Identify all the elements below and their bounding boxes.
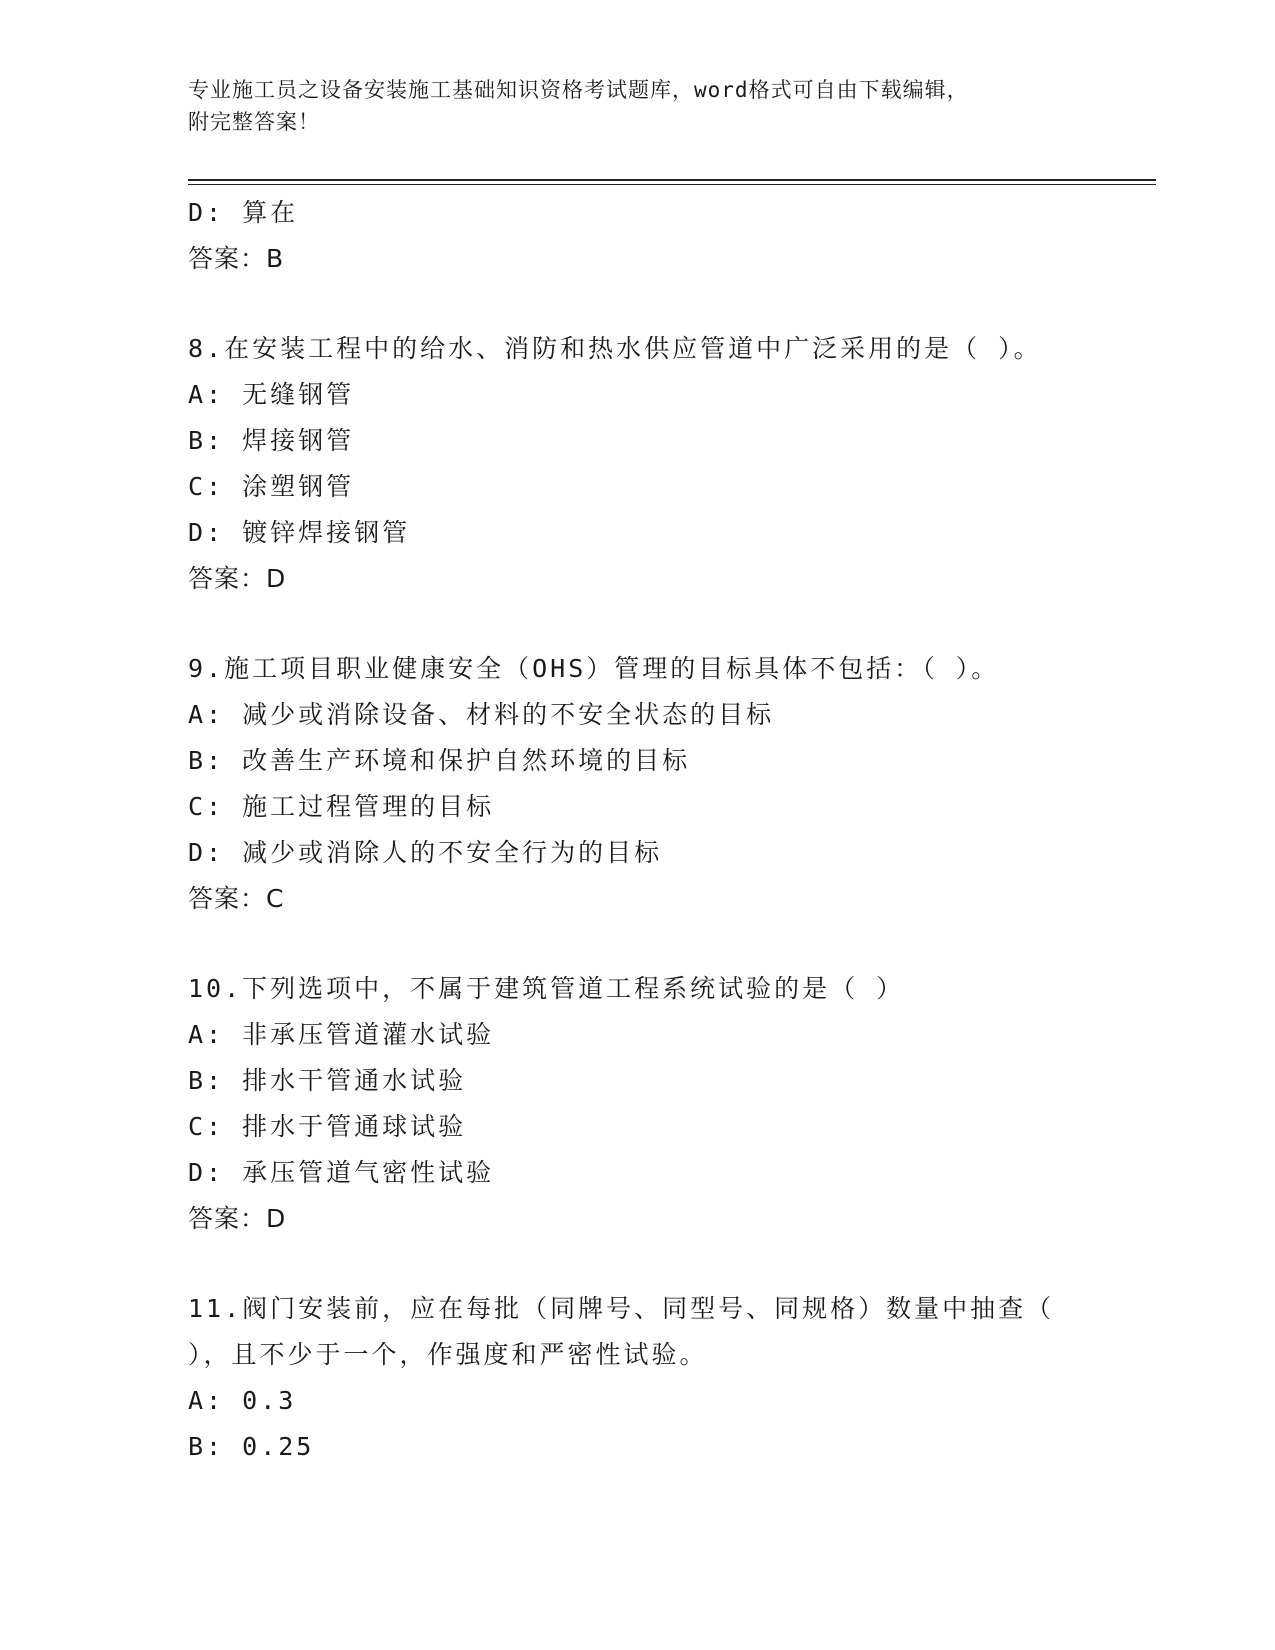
- question-8: [188, 326, 1148, 602]
- header-line-1: 专业施工员之设备安装施工基础知识资格考试题库，word格式可自由下载编辑，: [188, 78, 969, 102]
- answer: 答案：C: [188, 884, 285, 913]
- option-c: C: 排水于管通球试验: [188, 1112, 467, 1141]
- question-10: [188, 966, 1148, 1242]
- document-body: [188, 190, 1148, 1470]
- question-text-line-1: 11.阀门安装前，应在每批（同牌号、同型号、同规格）数量中抽查（: [188, 1294, 1055, 1323]
- question-9: [188, 646, 1148, 922]
- option-d: D: 承压管道气密性试验: [188, 1158, 495, 1187]
- question-text: 10.下列选项中，不属于建筑管道工程系统试验的是（ ）: [188, 974, 905, 1003]
- option-a: A: 非承压管道灌水试验: [188, 1020, 495, 1049]
- option-b: B: 改善生产环境和保护自然环境的目标: [188, 746, 691, 775]
- document-header: [188, 74, 1088, 138]
- header-divider-thick: [188, 179, 1156, 181]
- option-a: A: 无缝钢管: [188, 380, 355, 409]
- option-b: B: 焊接钢管: [188, 426, 355, 455]
- header-divider-thin: [188, 184, 1156, 185]
- answer: 答案：B: [188, 244, 285, 273]
- option-b: B: 排水干管通水试验: [188, 1066, 467, 1095]
- question-text: 8.在安装工程中的给水、消防和热水供应管道中广泛采用的是（ ）。: [188, 334, 1042, 363]
- question-11: [188, 1286, 1148, 1470]
- answer: 答案：D: [188, 1204, 287, 1233]
- option-a: A: 0.3: [188, 1386, 297, 1415]
- option-d: D: 减少或消除人的不安全行为的目标: [188, 838, 663, 867]
- option-a: A: 减少或消除设备、材料的不安全状态的目标: [188, 700, 775, 729]
- answer: 答案：D: [188, 564, 287, 593]
- question-fragment: [188, 190, 1148, 282]
- question-text: 9.施工项目职业健康安全（OHS）管理的目标具体不包括：（ ）。: [188, 654, 1000, 683]
- option-b: B: 0.25: [188, 1432, 315, 1461]
- option-d: D: 镀锌焊接钢管: [188, 518, 411, 547]
- option-d: D: 算在: [188, 198, 299, 227]
- header-line-2: 附完整答案！: [188, 110, 320, 134]
- option-c: C: 涂塑钢管: [188, 472, 355, 501]
- option-c: C: 施工过程管理的目标: [188, 792, 495, 821]
- question-text-line-2: ），且不少于一个，作强度和严密性试验。: [188, 1340, 708, 1369]
